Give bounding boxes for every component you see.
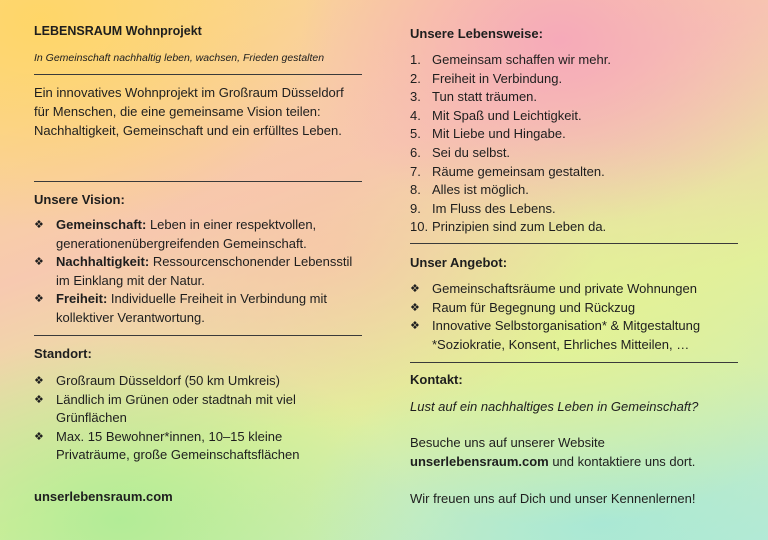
item-number: 6. [410, 144, 421, 160]
divider [34, 335, 362, 336]
kontakt-visit-prefix: Besuche uns auf unserer Website [410, 435, 605, 450]
list-item [410, 317, 738, 336]
item-number: 3. [410, 89, 421, 105]
diamond-bullet-icon: ❖ [34, 393, 44, 406]
item-text: Räume gemeinsam gestalten. [432, 163, 605, 179]
list-item [34, 428, 334, 465]
kontakt-heading: Kontakt: [410, 372, 463, 387]
angebot-text: Innovative Selbstorganisation* & Mitgestaltung [432, 318, 701, 333]
list-item [34, 372, 334, 391]
angebot-text: Gemeinschaftsräume und private Wohnungen [432, 281, 697, 296]
vision-text: Individuelle Freiheit in Verbindung mit kollektiver Verantwortung. [56, 291, 327, 325]
list-item [410, 107, 738, 126]
item-number: 9. [410, 200, 421, 216]
lebensweise-heading: Unsere Lebensweise: [410, 26, 543, 41]
standort-list [34, 372, 334, 465]
angebot-heading: Unser Angebot: [410, 255, 508, 270]
intro-text: Ein innovatives Wohnprojekt im Großraum Düsseldorf für Menschen, die eine gemeinsame Vision teilen: Nachhaltigkeit, Gemeinschaft und ein erfülltes Leben. [34, 85, 344, 138]
list-item [410, 125, 738, 144]
standort-heading: Standort: [34, 346, 92, 361]
item-number: 5. [410, 126, 421, 142]
kontakt-website-link[interactable]: unserlebensraum.com [410, 454, 549, 469]
item-text: Tun statt träumen. [432, 89, 538, 105]
item-text: Sei du selbst. [432, 144, 511, 160]
list-item [410, 163, 738, 182]
diamond-bullet-icon: ❖ [410, 320, 420, 332]
list-item [410, 181, 738, 200]
diamond-bullet-icon: ❖ [34, 219, 44, 231]
lebensweise-list [410, 51, 738, 237]
diamond-bullet-icon: ❖ [34, 375, 44, 387]
vision-text: Ressourcenschonender Lebensstil im Einklang mit der Natur. [56, 254, 353, 288]
divider [410, 243, 738, 244]
vision-text: Leben in einer respektvollen, generationenübergreifenden Gemeinschaft. [56, 217, 317, 251]
item-number: 2. [410, 70, 421, 86]
flyer-title: LEBENSRAUM Wohnprojekt [34, 24, 202, 38]
list-item [410, 200, 738, 219]
vision-list [34, 216, 360, 327]
list-item [410, 336, 738, 355]
kontakt-visit-suffix: und kontaktiere uns dort. [548, 454, 696, 469]
standort-text: Großraum Düsseldorf (50 km Umkreis) [56, 373, 280, 388]
list-item [34, 391, 334, 428]
item-text: Mit Liebe und Hingabe. [432, 126, 566, 142]
divider [34, 74, 362, 75]
divider [34, 181, 362, 182]
item-text: Im Fluss des Lebens. [432, 200, 556, 216]
vision-heading: Unsere Vision: [34, 192, 125, 207]
item-number: 1. [410, 52, 421, 67]
website-link[interactable]: unserlebensraum.com [34, 489, 173, 504]
item-number: 8. [410, 182, 421, 198]
list-item [34, 253, 360, 290]
diamond-bullet-icon: ❖ [410, 283, 420, 295]
angebot-footnote: *Soziokratie, Konsent, Ehrliches Mitteilen, … [432, 336, 690, 352]
list-item [410, 88, 738, 107]
standort-text: Ländlich im Grünen oder stadtnah mit viel Grünflächen [56, 391, 296, 425]
angebot-list [410, 280, 738, 354]
list-item [34, 290, 360, 327]
item-number: 7. [410, 163, 421, 179]
item-text: Freiheit in Verbindung. [432, 70, 563, 86]
divider [410, 362, 738, 363]
item-number: 4. [410, 107, 421, 123]
list-item [410, 70, 738, 89]
list-item [410, 144, 738, 163]
kontakt-question: Lust auf ein nachhaltiges Leben in Gemeinschaft? [410, 399, 699, 414]
vision-label: Freiheit: [56, 291, 108, 306]
list-item [34, 216, 360, 253]
list-item [410, 51, 738, 70]
item-text: Gemeinsam schaffen wir mehr. [432, 52, 611, 67]
kontakt-visit [410, 433, 740, 471]
item-text: Alles ist möglich. [432, 182, 529, 198]
vision-label: Nachhaltigkeit: [56, 254, 150, 269]
standort-text: Max. 15 Bewohner*innen, 10–15 kleine Privaträume, große Gemeinschaftsflächen [56, 428, 300, 462]
diamond-bullet-icon: ❖ [34, 430, 44, 443]
diamond-bullet-icon: ❖ [34, 256, 44, 268]
diamond-bullet-icon: ❖ [34, 293, 44, 305]
list-item [410, 218, 738, 237]
list-item [410, 299, 738, 318]
diamond-bullet-icon: ❖ [410, 301, 420, 314]
item-number: 10. [410, 219, 429, 235]
flyer-subtitle: In Gemeinschaft nachhaltig leben, wachsen, Frieden gestalten [34, 52, 325, 64]
angebot-text: Raum für Begegnung und Rückzug [432, 299, 636, 315]
list-item [410, 280, 738, 299]
item-text: Prinzipien sind zum Leben da. [432, 219, 607, 235]
item-text: Mit Spaß und Leichtigkeit. [432, 107, 582, 123]
vision-label: Gemeinschaft: [56, 217, 147, 232]
kontakt-closing: Wir freuen uns auf Dich und unser Kennenlernen! [410, 491, 696, 506]
